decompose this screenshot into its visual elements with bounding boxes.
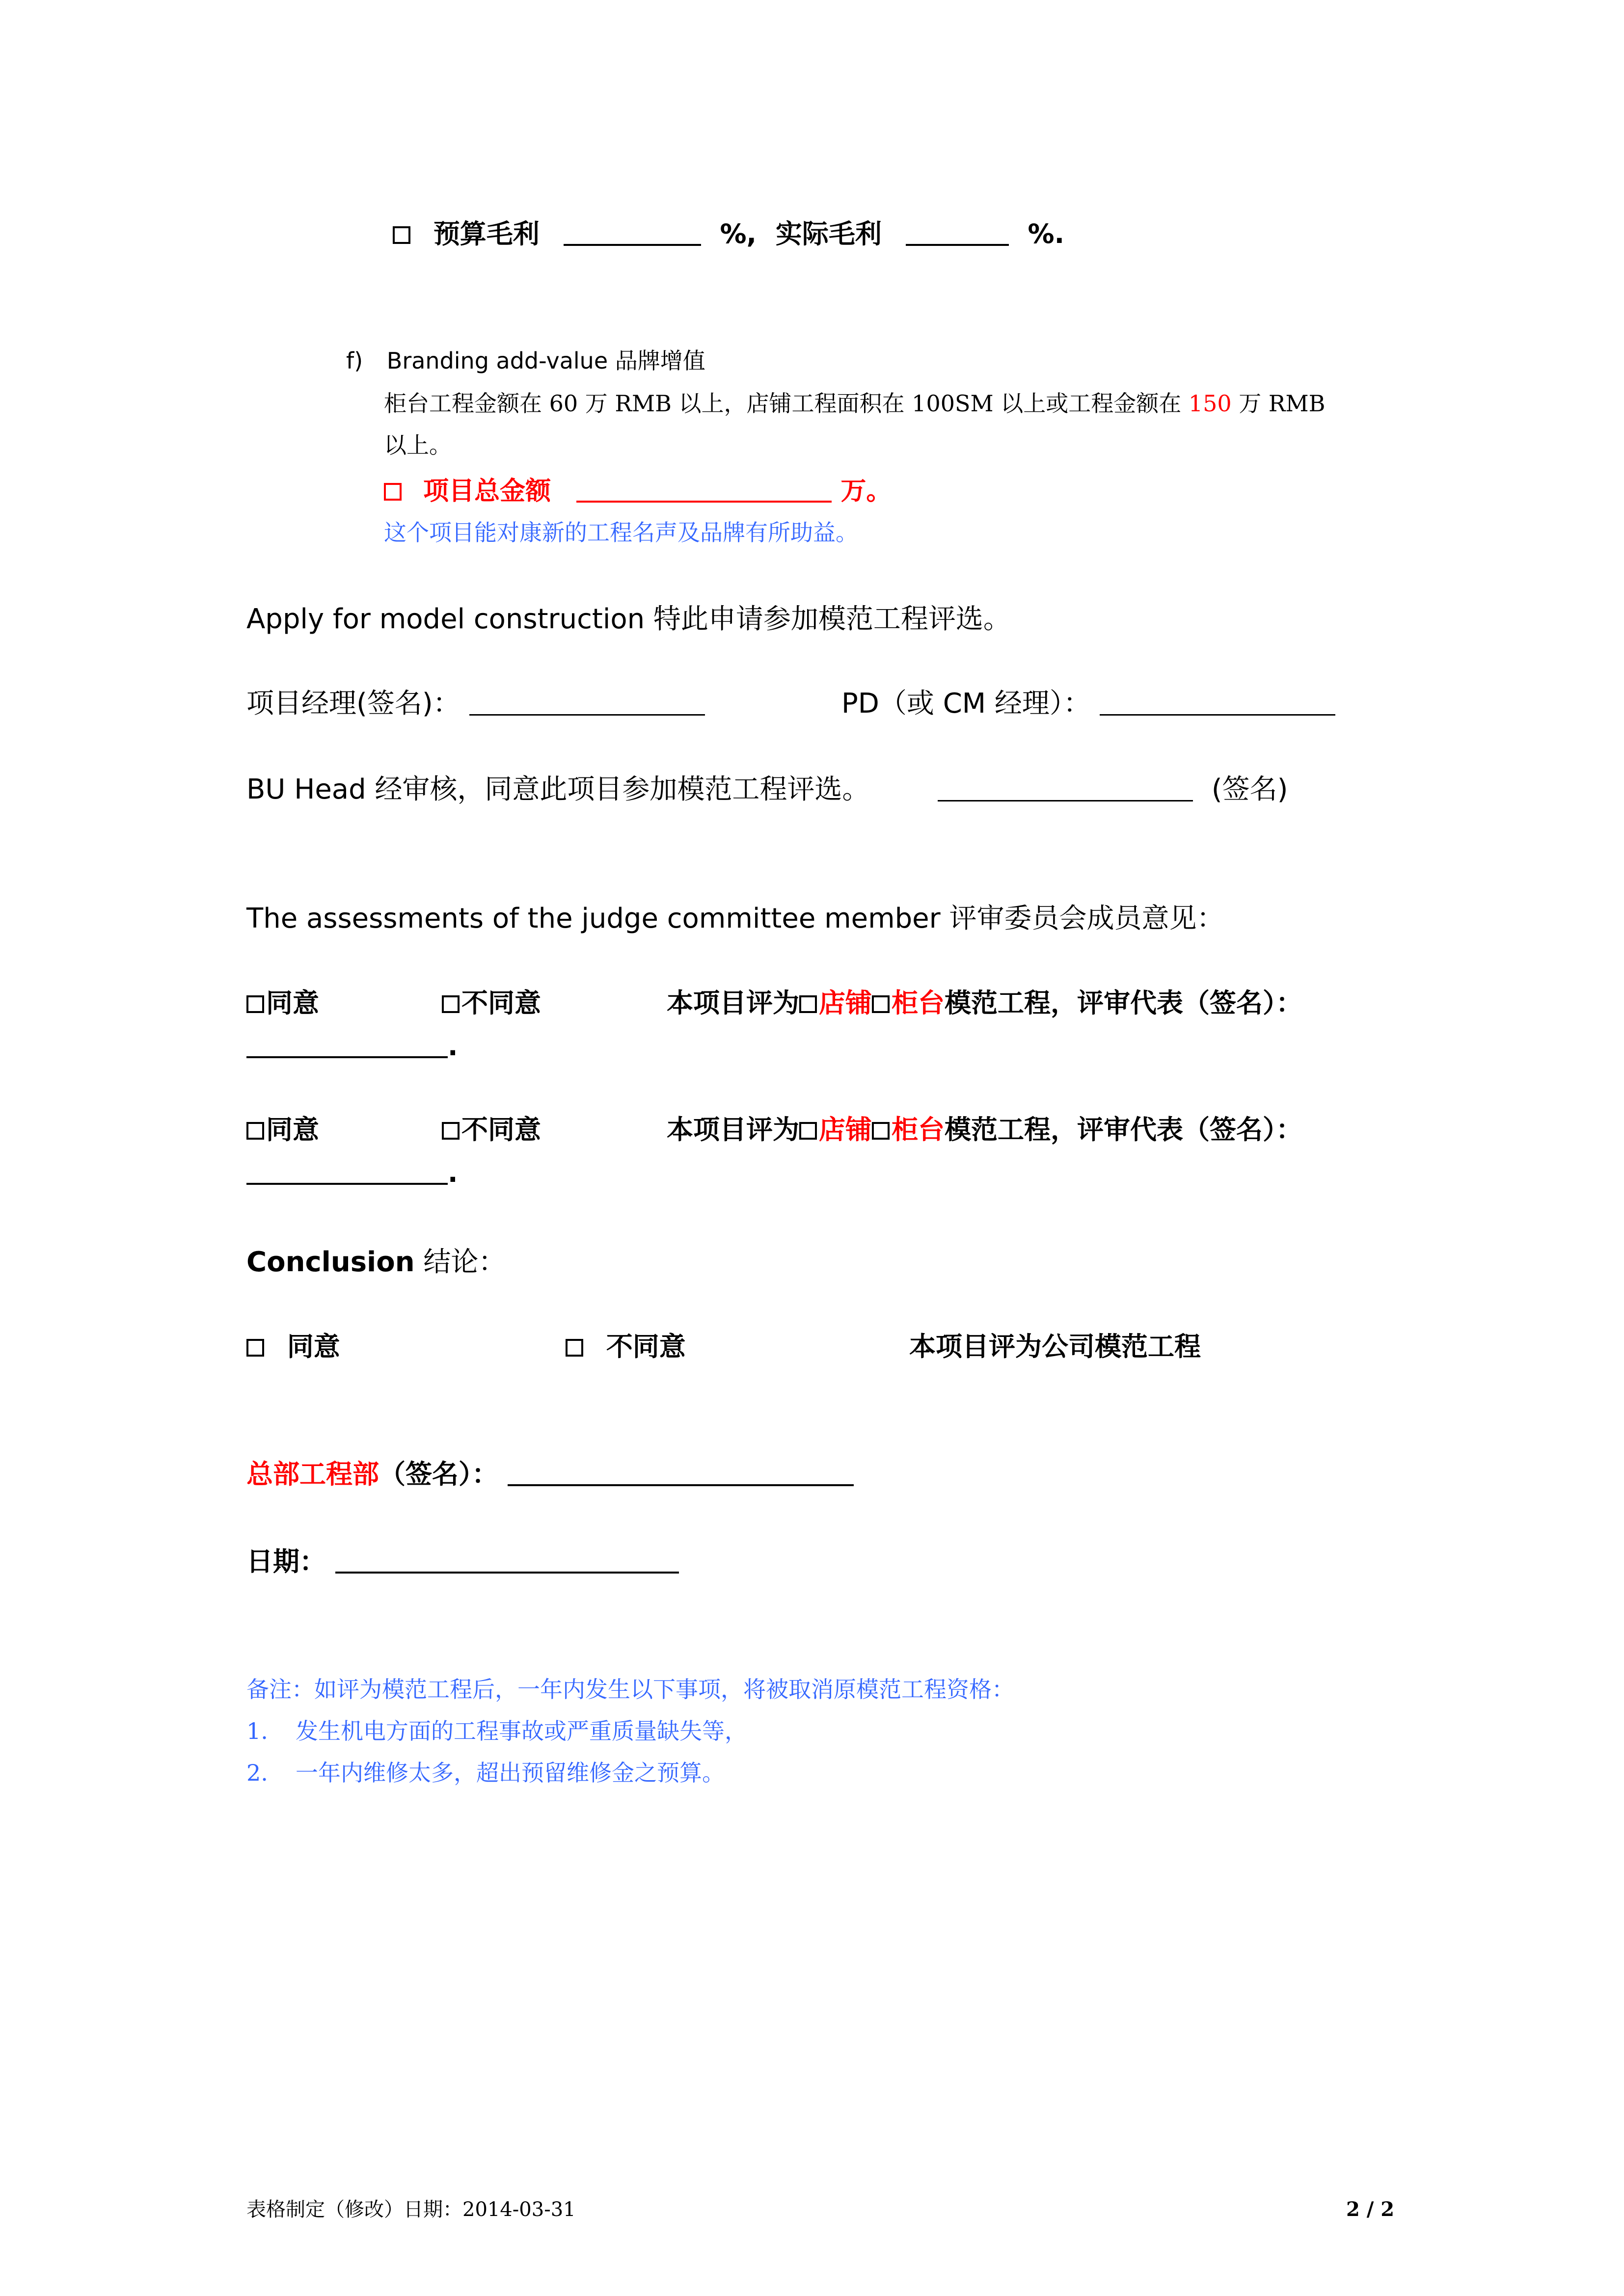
apply-text: Apply for model construction 特此申请参加模范工程评选。: [246, 603, 1011, 635]
actual-margin-field[interactable]: [906, 220, 1009, 246]
footer-revision-date: 表格制定（修改）日期：2014-03-31: [246, 2198, 576, 2221]
branding-desc-part3: 万 RMB: [1231, 390, 1326, 417]
assessment-result: [667, 1114, 1302, 1146]
agree-label: 同意: [266, 988, 319, 1018]
conclusion-label-en: Conclusion: [246, 1246, 415, 1278]
budget-margin-pct: %,: [720, 218, 757, 249]
hq-sign-label: （签名）：: [379, 1459, 498, 1490]
counter-option-label: 柜台: [892, 1114, 945, 1145]
notes-item-text: 一年内维修太多，超出预留维修金之预算。: [296, 1760, 725, 1786]
bu-row: [246, 773, 869, 806]
assessment-row: [246, 1114, 319, 1146]
disagree-checkbox[interactable]: [442, 1122, 460, 1140]
notes-intro: 备注：如评为模范工程后，一年内发生以下事项，将被取消原模范工程资格：: [246, 1676, 1014, 1703]
assessment-lead: 本项目评为: [667, 1114, 799, 1145]
branding-title-en: Branding add-value: [386, 347, 608, 374]
judge-sign-field[interactable]: [246, 1033, 448, 1058]
branding-desc-amount: 150: [1188, 390, 1232, 417]
disagree-label: 不同意: [461, 1114, 541, 1145]
notes-item-text: 发生机电方面的工程事故或严重质量缺失等，: [296, 1718, 747, 1744]
conclusion-heading: [246, 1246, 506, 1279]
counter-option-label: 柜台: [892, 988, 945, 1018]
date-label: 日期：: [246, 1546, 326, 1577]
pm-sign-label: 项目经理(签名)：: [246, 688, 460, 720]
bu-sign-label: (签名): [1211, 774, 1288, 805]
project-total-checkbox[interactable]: [384, 483, 402, 501]
assessment-result: [667, 988, 1302, 1019]
budget-margin-field[interactable]: [564, 220, 701, 246]
judge-sign-field[interactable]: [246, 1159, 448, 1185]
branding-heading: [346, 347, 705, 374]
agree-checkbox[interactable]: [246, 995, 264, 1013]
date-field[interactable]: [335, 1548, 679, 1574]
hq-sign-row: [246, 1459, 854, 1491]
project-total-field[interactable]: [576, 477, 832, 503]
conclusion-agree-checkbox[interactable]: [246, 1339, 264, 1357]
bu-sign-row: [938, 773, 1288, 806]
conclusion-disagree: [566, 1331, 686, 1363]
footer-page-number: 2 / 2: [1346, 2198, 1395, 2221]
assessment-row: [246, 988, 319, 1019]
margin-line: [393, 218, 1064, 250]
conclusion-disagree-label: 不同意: [606, 1331, 686, 1362]
actual-margin-pct: %.: [1028, 218, 1065, 249]
assessment-sign-line: [246, 1157, 458, 1189]
date-row: [246, 1546, 679, 1578]
conclusion-agree: [246, 1331, 340, 1363]
counter-checkbox[interactable]: [872, 995, 890, 1013]
agree-label: 同意: [266, 1114, 319, 1145]
disagree-option: [442, 988, 541, 1019]
budget-margin-label: 预算毛利: [433, 218, 540, 249]
project-total-label: 项目总金额: [423, 477, 551, 506]
pm-sign-field[interactable]: [469, 691, 705, 716]
bu-sign-field[interactable]: [938, 776, 1193, 801]
assessment-tail: 模范工程，评审代表（签名）：: [945, 1114, 1302, 1145]
assessment-end: .: [448, 1031, 458, 1062]
pd-sign-label: PD（或 CM 经理）：: [841, 688, 1091, 720]
bu-text: BU Head 经审核，同意此项目参加模范工程评选。: [246, 774, 870, 805]
signature-row: [246, 687, 705, 720]
hq-label: 总部工程部: [246, 1459, 379, 1490]
branding-desc: [384, 390, 1325, 417]
branding-desc-part1: 柜台工程金额在 60 万 RMB 以上，店铺工程面积在 100SM 以上或工程金额在: [384, 390, 1189, 417]
assessment-tail: 模范工程，评审代表（签名）：: [945, 988, 1302, 1018]
pd-sign-row: [841, 687, 1335, 720]
project-total-unit: 万。: [840, 477, 892, 506]
disagree-label: 不同意: [461, 988, 541, 1018]
conclusion-disagree-checkbox[interactable]: [566, 1339, 583, 1357]
conclusion-label-cn: 结论：: [423, 1246, 506, 1278]
notes-item-num: 2.: [246, 1760, 268, 1786]
store-checkbox[interactable]: [799, 995, 817, 1013]
branding-title-cn: 品牌增值: [615, 347, 705, 374]
assessment-lead: 本项目评为: [667, 988, 799, 1018]
notes-item-num: 1.: [246, 1718, 268, 1744]
conclusion-agree-label: 同意: [287, 1331, 340, 1362]
notes-item: [246, 1760, 725, 1787]
conclusion-result: 本项目评为公司模范工程: [909, 1331, 1201, 1362]
notes-item: [246, 1718, 747, 1745]
assessment-heading: The assessments of the judge committee member 评审委员会成员意见：: [246, 903, 1224, 934]
store-option-label: 店铺: [819, 988, 872, 1018]
branding-desc-line2: 以上。: [384, 432, 452, 458]
disagree-checkbox[interactable]: [442, 995, 460, 1013]
agree-checkbox[interactable]: [246, 1122, 264, 1140]
hq-sign-field[interactable]: [508, 1461, 854, 1486]
actual-margin-label: 实际毛利: [775, 218, 882, 249]
store-checkbox[interactable]: [799, 1122, 817, 1140]
assessment-sign-line: [246, 1031, 458, 1063]
branding-total: [384, 476, 892, 507]
budget-margin-checkbox[interactable]: [393, 226, 410, 244]
counter-checkbox[interactable]: [872, 1122, 890, 1140]
assessment-end: .: [448, 1157, 458, 1188]
branding-marker: f): [346, 347, 363, 374]
disagree-option: [442, 1114, 541, 1146]
pd-sign-field[interactable]: [1100, 691, 1335, 716]
branding-note: 这个项目能对康新的工程名声及品牌有所助益。: [384, 519, 858, 546]
store-option-label: 店铺: [819, 1114, 872, 1145]
